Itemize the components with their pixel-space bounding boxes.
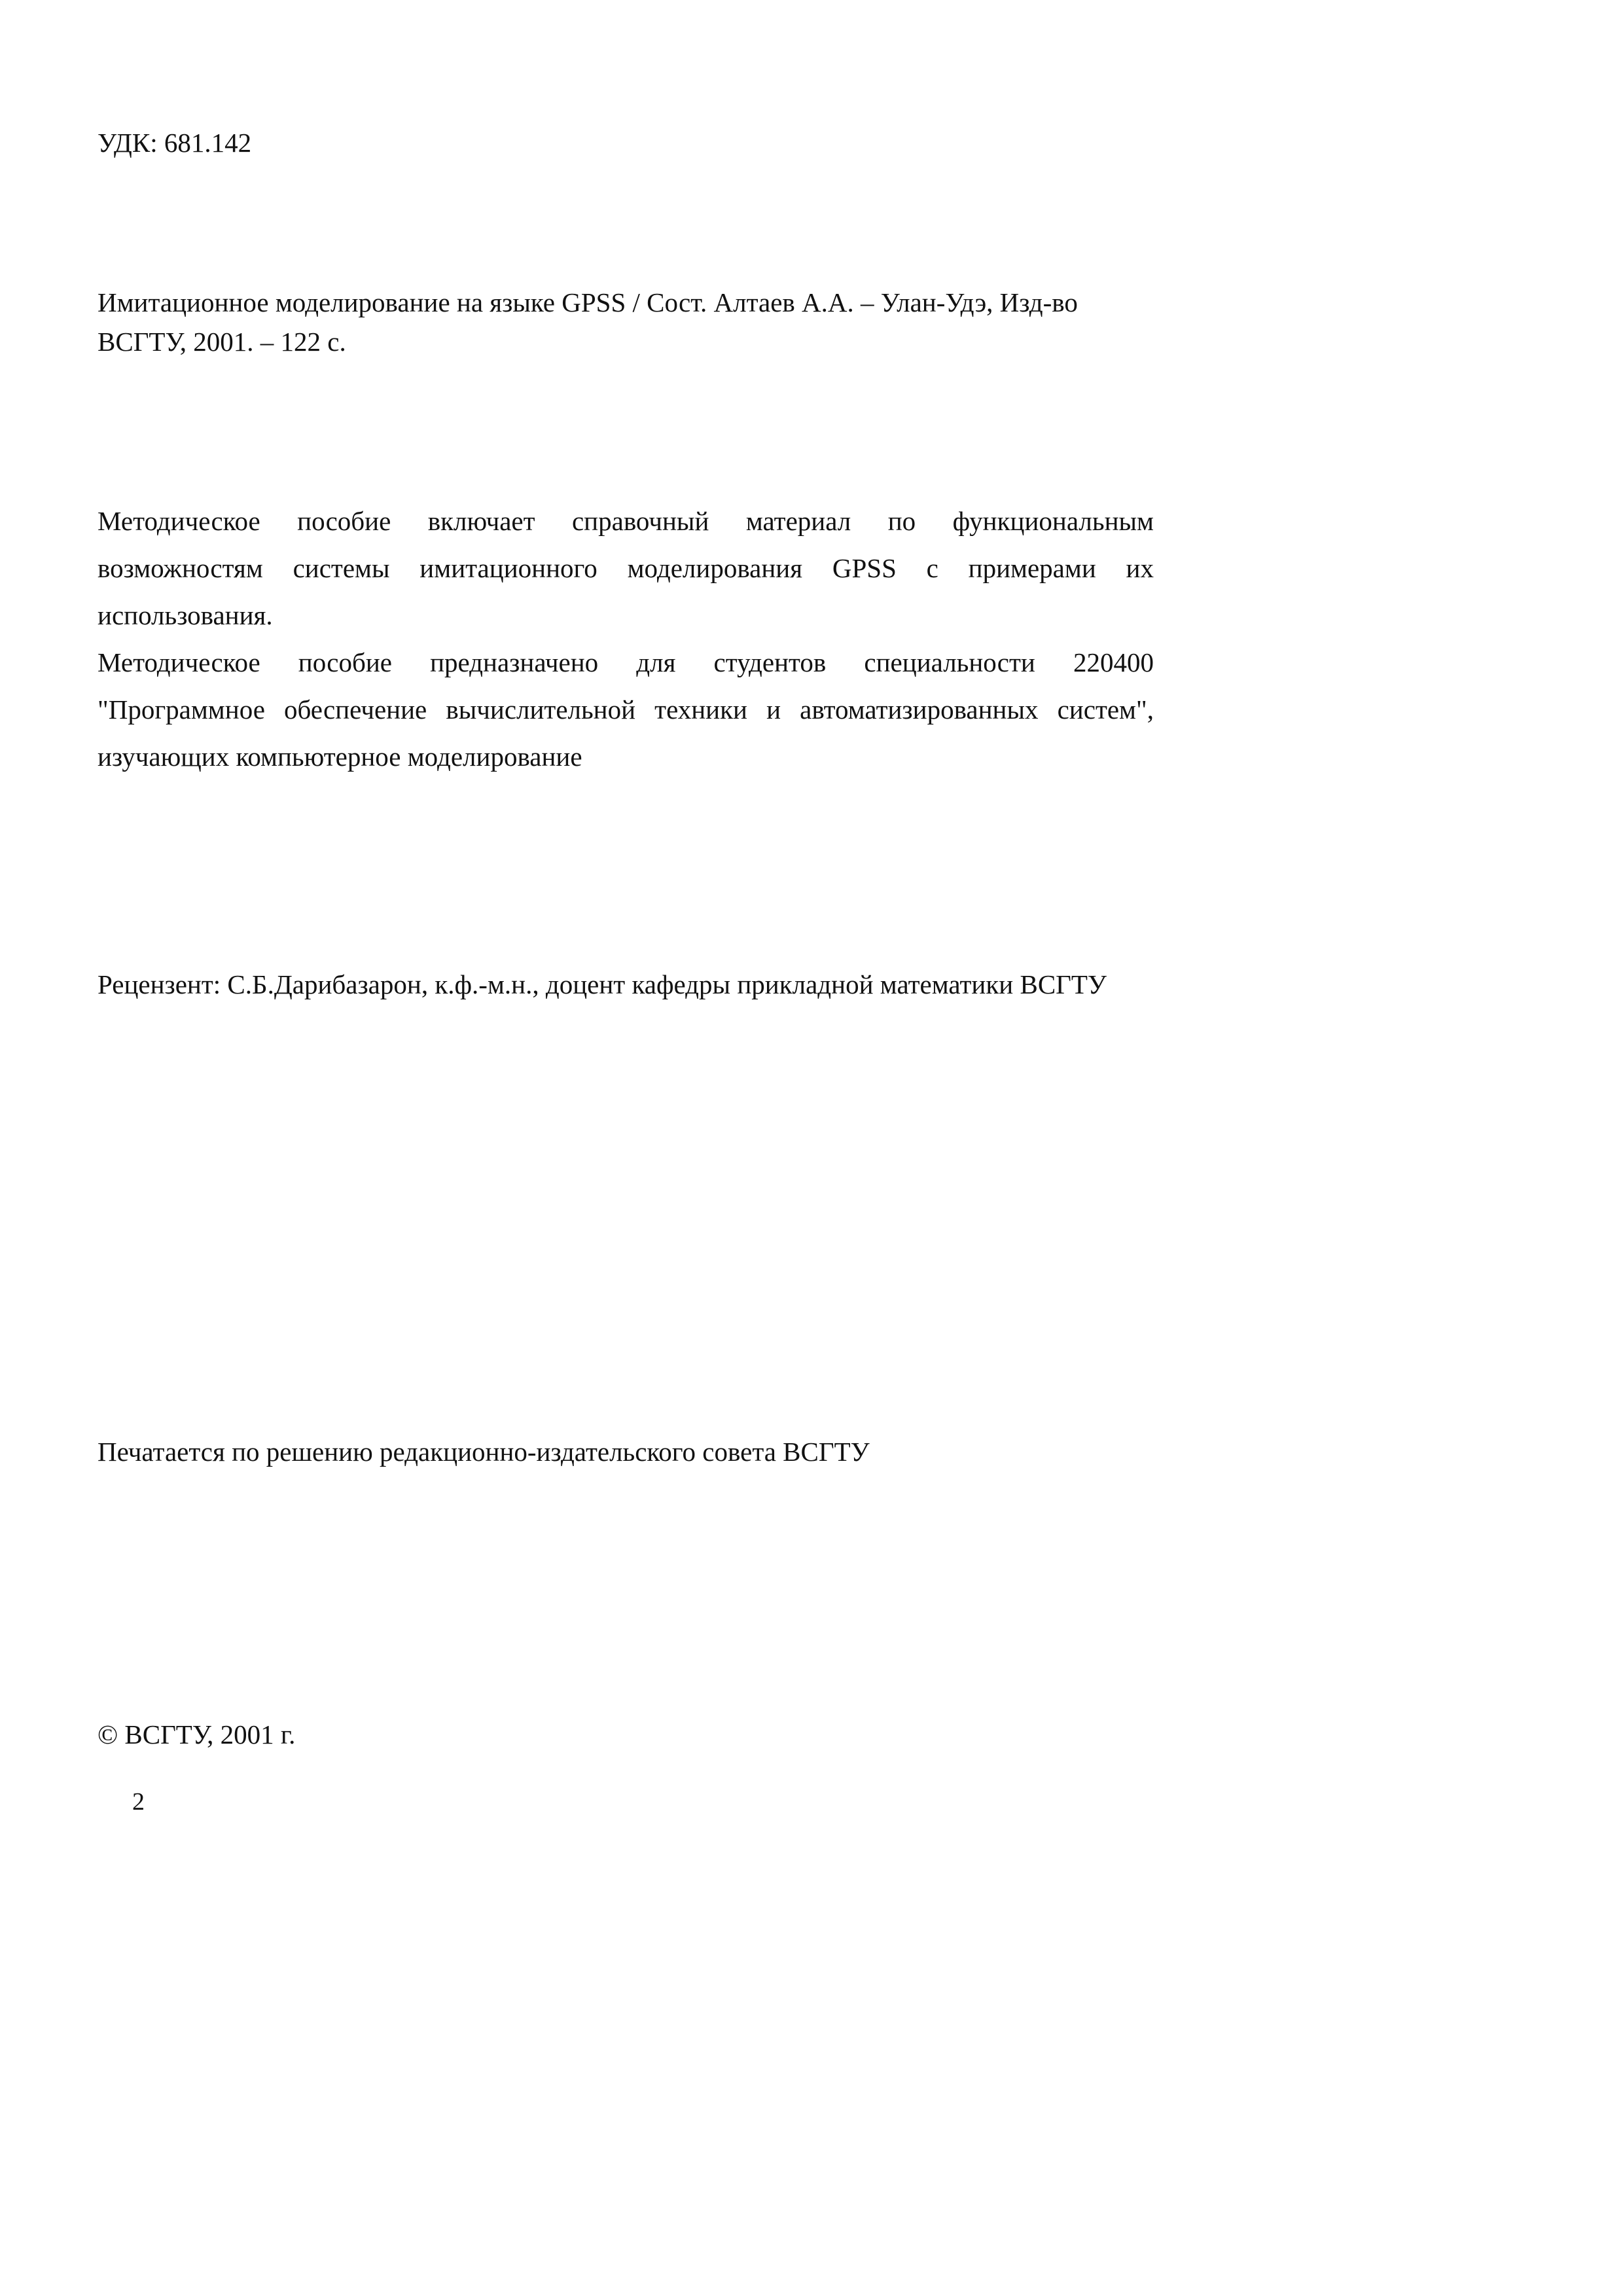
udk-classification: УДК: 681.142: [98, 128, 252, 158]
description-paragraph-2-line-3: изучающих компьютерное моделирование: [98, 742, 582, 772]
page-number: 2: [132, 1788, 145, 1816]
bibliographic-citation: [98, 283, 1145, 361]
description-paragraph-1-line-3: использования.: [98, 600, 273, 630]
citation-line-2: ВСГТУ, 2001. – 122 с.: [98, 327, 346, 357]
reviewer-note: Рецензент: С.Б.Дарибазарон, к.ф.-м.н., доцент кафедры прикладной математики ВСГТУ: [98, 969, 1107, 999]
publication-approval-note: Печатается по решению редакционно-издательского совета ВСГТУ: [98, 1437, 870, 1467]
copyright-notice: © ВСГТУ, 2001 г.: [98, 1719, 296, 1749]
description-paragraph-2-line-1: Методическое пособие предназначено для студентов специальности 220400: [98, 647, 1154, 677]
description-paragraph-1-line-2: возможностям системы имитационного моделирования GPSS с примерами их: [98, 553, 1154, 583]
description-paragraph-1-line-1: Методическое пособие включает справочный материал по функциональным: [98, 506, 1154, 536]
description-paragraph-2-line-2: "Программное обеспечение вычислительной техники и автоматизированных систем",: [98, 694, 1154, 725]
citation-line-1: Имитационное моделирование на языке GPSS / Сост. Алтаев А.А. – Улан-Удэ, Изд-во: [98, 287, 1078, 317]
